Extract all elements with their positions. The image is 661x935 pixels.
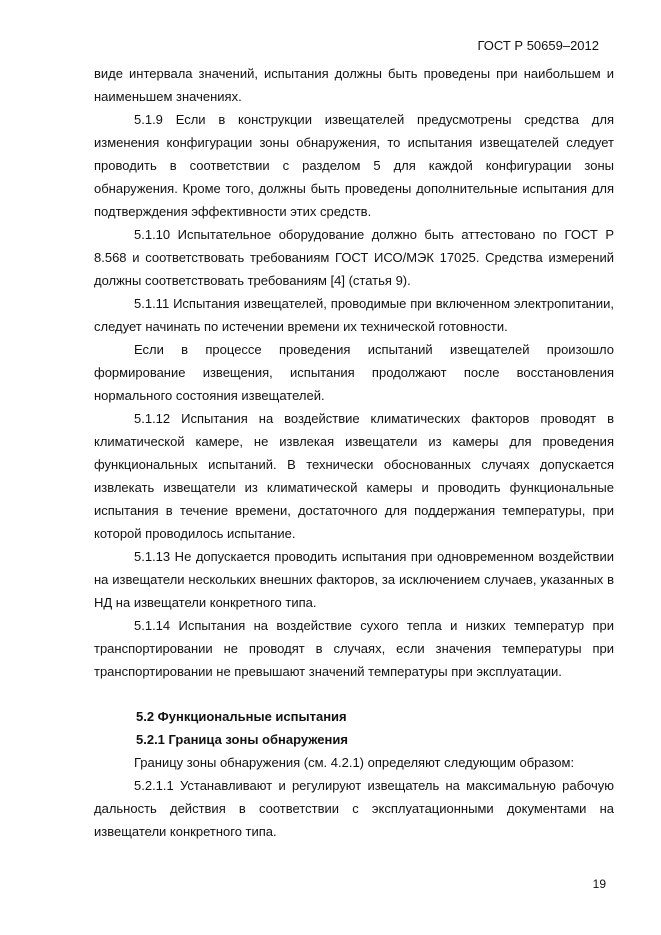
- paragraph-5-2-1-intro: Границу зоны обнаружения (см. 4.2.1) определяют следующим образом:: [134, 755, 575, 770]
- section-heading: 5.2 Функциональные испытания: [136, 709, 347, 724]
- paragraph-5-1-12: 5.1.12 Испытания на воздействие климатических факторов проводят в климатической камере, не извлекая извещатели из камеры для проведения функциональных испытаний. В технически обоснованных случаях допускается извлекать извещатели из климатической камеры и проводить функциональные испытания в течение времени, достаточного для поддержания температуры, при которой проводилось испытание.: [94, 411, 614, 541]
- section-gap: [94, 683, 614, 705]
- page-number: 19: [592, 877, 606, 891]
- paragraph-continuation: виде интервала значений, испытания должны быть проведены при наибольшем и наименьшем значениях.: [94, 66, 614, 104]
- paragraph-5-2-1-1: 5.2.1.1 Устанавливают и регулируют извещатель на максимальную рабочую дальность действия в соответствии с эксплуатационными документами на извещатели конкретного типа.: [94, 778, 614, 839]
- paragraph-5-1-11: 5.1.11 Испытания извещателей, проводимые при включенном электропитании, следует начинать по истечении времени их технической готовности.: [94, 296, 614, 334]
- paragraph-5-1-14: 5.1.14 Испытания на воздействие сухого тепла и низких температур при транспортировании не проводят в случаях, если значения температуры при транспортировании не превышают значений температуры при эксплуатации.: [94, 618, 614, 679]
- paragraph-5-1-10: 5.1.10 Испытательное оборудование должно быть аттестовано по ГОСТ Р 8.568 и соответствовать требованиям ГОСТ ИСО/МЭК 17025. Средства измерений должны соответствовать требованиям [4] (статья 9).: [94, 227, 614, 288]
- document-number: ГОСТ Р 50659–2012: [477, 38, 599, 53]
- paragraph-5-1-9: 5.1.9 Если в конструкции извещателей предусмотрены средства для изменения конфигурации зоны обнаружения, то испытания извещателей следует проводить в соответствии с разделом 5 для каждой конфигурации зоны обнаружения. Кроме того, должны быть проведены дополнительные испытания для подтверждения эффективности этих средств.: [94, 112, 614, 219]
- subsection-heading: 5.2.1 Граница зоны обнаружения: [136, 732, 348, 747]
- page-body: [94, 62, 614, 843]
- paragraph-5-1-13: 5.1.13 Не допускается проводить испытания при одновременном воздействии на извещатели нескольких внешних факторов, за исключением случаев, указанных в НД на извещатели конкретного типа.: [94, 549, 614, 610]
- paragraph-alarm-note: Если в процессе проведения испытаний извещателей произошло формирование извещения, испытания продолжают после восстановления нормального состояния извещателей.: [94, 342, 614, 403]
